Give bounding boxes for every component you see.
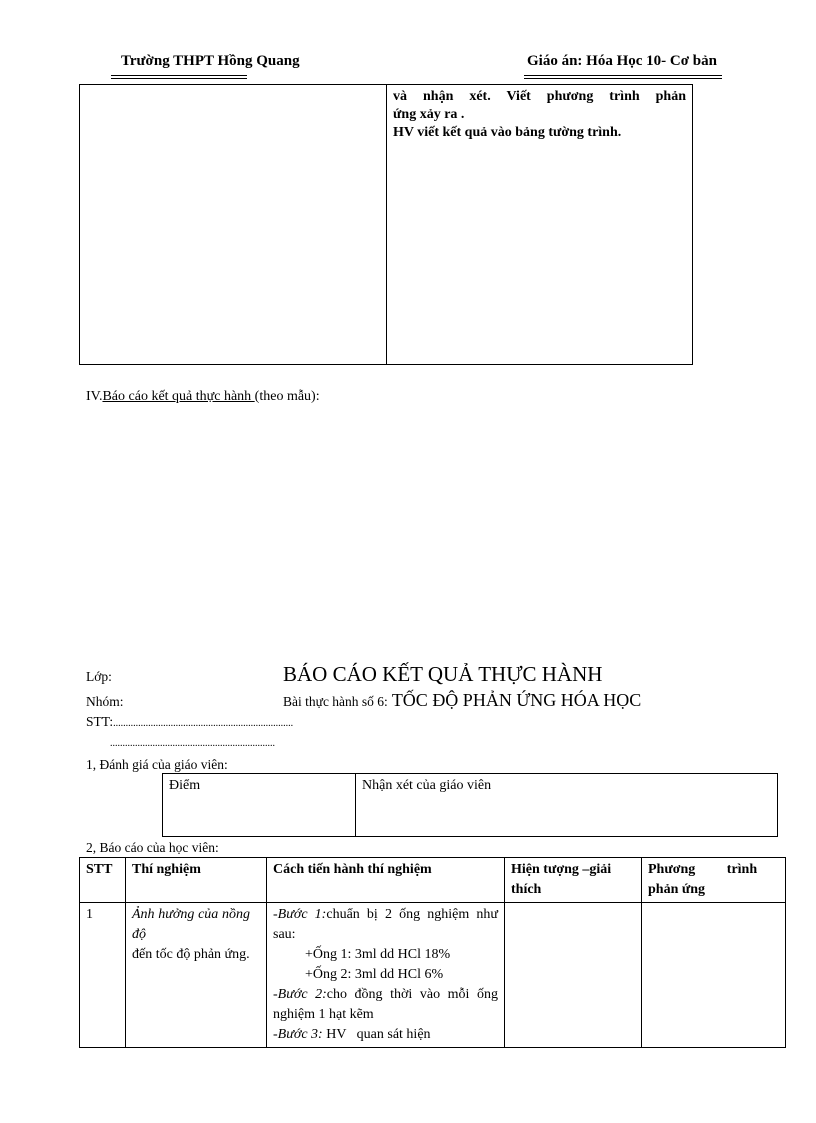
subtitle-prefix: Bài thực hành số 6: [283, 694, 388, 709]
subtitle-main: TỐC ĐỘ PHẢN ỨNG HÓA HỌC [391, 690, 642, 710]
eval-diem-cell: Điểm [163, 774, 356, 837]
right-line-1: và nhận xét. Viết phương trình phản [393, 89, 686, 104]
step1-text: chuẩn bị 2 ống nghiệm như sau: [273, 907, 498, 942]
subject-underline-2 [524, 78, 722, 79]
col-cachtienhanh: Cách tiến hành thí nghiệm [267, 858, 505, 903]
table-row [80, 903, 786, 1048]
stt-line [86, 714, 293, 730]
student-table [79, 857, 786, 1048]
ong1: +Ống 1: 3ml dd HCl 18% [305, 947, 451, 962]
table-header-row [80, 858, 786, 903]
section-iv-suffix: (theo mẫu): [254, 389, 320, 404]
top-table-right-text [387, 85, 692, 142]
ong2: +Ống 2: 3ml dd HCl 6% [305, 967, 444, 982]
row1-thinghiem [126, 903, 267, 1048]
col-hientuong: Hiện tượng –giải thích [505, 858, 642, 903]
step3-text: HV quan sát hiện [322, 1027, 431, 1042]
step3 [273, 1025, 498, 1045]
step2 [273, 985, 498, 1025]
eval-heading: 1, Đánh giá của giáo viên: [86, 757, 228, 772]
label-stt: STT: [86, 714, 114, 729]
row1-phuongtrinh [642, 903, 786, 1048]
step1 [273, 905, 498, 945]
section-iv-prefix: IV. [86, 389, 103, 404]
step1-label: -Bước 1: [273, 907, 327, 922]
school-underline-1 [111, 75, 247, 76]
right-line-3: HV viết kết quả vào bảng tường trình. [393, 125, 622, 140]
student-heading: 2, Báo cáo của học viên: [86, 840, 219, 855]
row1-cachtienhanh [267, 903, 505, 1048]
col-thinghiem: Thí nghiệm [126, 858, 267, 903]
step2-label: -Bước 2: [273, 987, 327, 1002]
subject-title: Giáo án: Hóa Học 10- Cơ bản [527, 53, 717, 69]
eval-table [162, 773, 778, 837]
report-subtitle [283, 690, 641, 711]
section-iv [86, 389, 320, 405]
eval-nhanxet-cell: Nhận xét của giáo viên [356, 774, 778, 837]
school-name: Trường THPT Hồng Quang [121, 53, 300, 69]
label-lop: Lớp: [86, 669, 112, 684]
right-line-2: ứng xảy ra . [393, 107, 465, 122]
row1-thinghiem-1: Ảnh hưởng của nồng độ [132, 907, 250, 942]
section-iv-link: Báo cáo kết quả thực hành [102, 389, 255, 404]
step3-label: -Bước 3: [273, 1027, 323, 1042]
subject-underline-1 [524, 75, 722, 76]
label-nhom: Nhóm: [86, 694, 124, 709]
row1-thinghiem-2: đến tốc độ phản ứng. [132, 947, 250, 962]
col-phuongtrinh: Phương trình phản ứng [642, 858, 786, 903]
report-title: BÁO CÁO KẾT QUẢ THỰC HÀNH [283, 662, 603, 686]
step2-text: cho đồng thời vào mỗi ống nghiệm 1 hạt kẽm [273, 987, 498, 1022]
top-table-left-cell [79, 84, 387, 365]
col-stt: STT [80, 858, 126, 903]
row1-hientuong [505, 903, 642, 1048]
stt-dots: ........................................................................ [113, 718, 294, 729]
top-table-right-cell [386, 84, 693, 365]
dots-line-2: .................................................................. [110, 738, 275, 749]
school-underline-2 [111, 78, 247, 79]
row1-stt: 1 [80, 903, 126, 1048]
